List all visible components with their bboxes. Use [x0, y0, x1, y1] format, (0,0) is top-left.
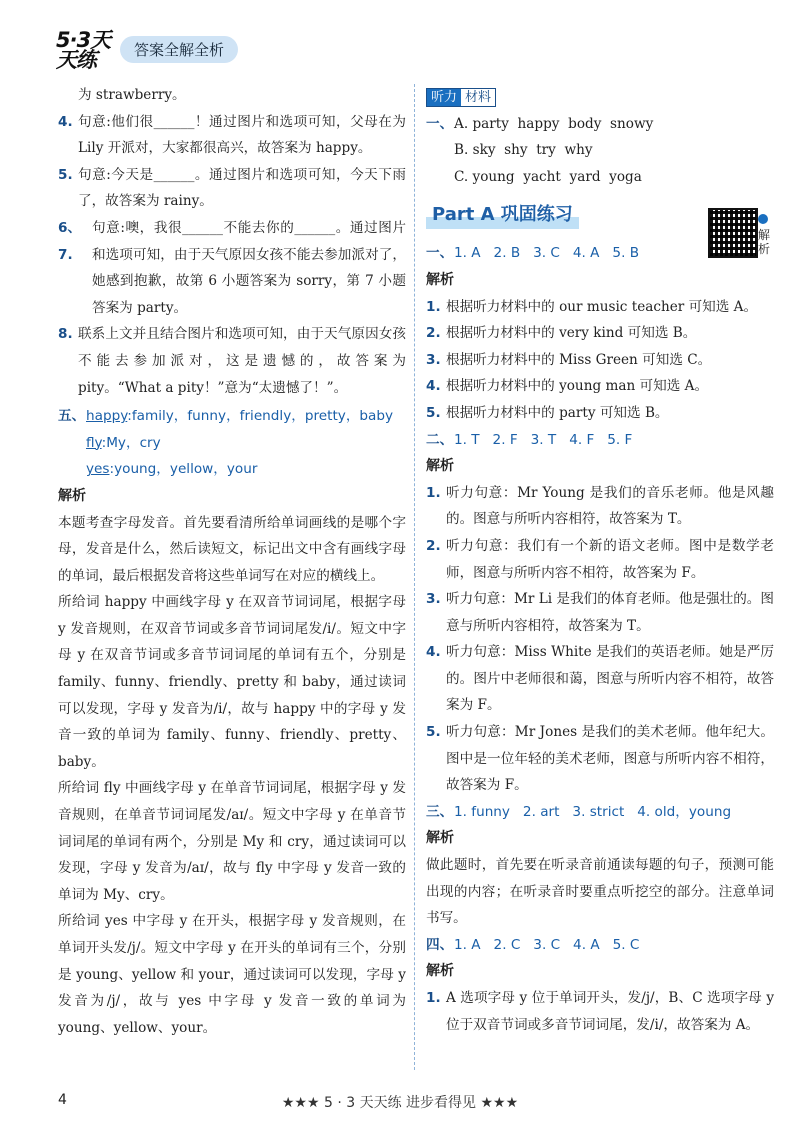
analysis-paragraph: 所给词 yes 中字母 y 在开头，根据字母 y 发音规则，在单词开头发/j/。短文中字母 y 在开头的单词有三个，分别是 young、yellow 和 your，通过读词可以发现，字母 y 发音为/j/，故与 yes 中字母 y 发音一致的单词为 young、yellow、your。: [58, 913, 406, 1036]
item-number: 8.: [58, 326, 73, 343]
analysis-item: [426, 294, 774, 321]
item-text: 句意:今天是______。通过图片和选项可知，今天下雨了，故答案为 rainy。: [78, 166, 406, 210]
answer-line: [58, 430, 406, 457]
brand-logo: [52, 24, 118, 80]
qr-label: 解析: [758, 228, 771, 256]
underlined-key: yes: [86, 461, 110, 478]
item-text: 根据听力材料中的 party 可知选 B。: [446, 404, 669, 421]
material-line: B. sky shy try why: [454, 142, 593, 159]
material-line: C. young yacht yard yoga: [454, 168, 642, 185]
item-text: 听力句意：Mr Young 是我们的音乐老师。他是风趣的。图意与所听内容相符，故答案为 T。: [446, 484, 774, 528]
material-line: A. party happy body snowy: [454, 115, 654, 132]
section-four: [426, 932, 774, 959]
item-number: 1.: [426, 990, 441, 1006]
item-number: 4.: [426, 644, 441, 661]
answer-tag: 答案全解全析: [120, 36, 238, 63]
analysis-item: [426, 400, 774, 427]
left-item: [58, 215, 406, 321]
section-label: 四、: [426, 936, 454, 953]
left-column: [58, 82, 406, 1041]
item-text: 根据听力材料中的 very kind 可知选 B。: [446, 325, 697, 342]
continued-text: 为 strawberry。: [78, 87, 186, 103]
item-text: 联系上文并且结合图片和选项可知，由于天气原因女孩不能去参加派对，这是遗憾的，故答案为 pity。“What a pity！”意为“太遗憾了！”。: [78, 326, 406, 396]
answer-rest: :young，yellow，your: [109, 461, 258, 478]
item-number: 1.: [426, 484, 441, 501]
item-text: A 选项字母 y 位于单词开头，发/j/，B、C 选项字母 y 位于双音节词或多音节词词尾，发/i/，故答案为 A。: [446, 990, 774, 1033]
item-number: 4.: [426, 378, 441, 395]
part-title: Part A 巩固练习: [426, 202, 579, 229]
item-text: 听力句意：Mr Li 是我们的体育老师。他是强壮的。图意与所听内容相符，故答案为 T。: [446, 591, 774, 634]
answer-line: [86, 403, 393, 430]
play-icon: [758, 214, 768, 224]
analysis-item: [426, 639, 774, 719]
analysis-item: [426, 480, 774, 533]
item-number: 2.: [426, 325, 441, 342]
answer-line: 1. A 2. B 3. C 4. A 5. B: [454, 245, 640, 262]
analysis-item: [426, 373, 774, 400]
answer-rest: :My，cry: [101, 434, 161, 451]
section-three: [426, 799, 774, 826]
listening-label: [426, 84, 774, 111]
item-text: 根据听力材料中的 our music teacher 可知选 A。: [446, 298, 758, 315]
section-two: [426, 427, 774, 454]
item-number: 1.: [426, 298, 441, 315]
analysis-heading: 解析: [426, 271, 454, 288]
section-label: 一、: [426, 245, 454, 262]
page-number: 4: [58, 1092, 67, 1108]
item-text: 句意:他们很______！通过图片和选项可知，父母在为 Lily 开派对，大家都很高兴，故答案为 happy。: [78, 113, 406, 157]
section-label: 五、: [58, 408, 86, 425]
listening-material: [426, 111, 774, 138]
analysis-paragraph: 做此题时，首先要在听录音前通读每题的句子，预测可能出现的内容；在听录音时要重点听挖空的部分。注意单词书写。: [426, 857, 774, 927]
analysis-paragraph: 所给词 happy 中画线字母 y 在双音节词词尾，根据字母 y 发音规则，在双音节词或多音节词词尾发/i/。短文中字母 y 在双音节词或多音节词词尾的单词有五个，分别是 family、funny、friendly、pretty 和 baby，通过读词可以发现，字母 y 发音为/i/，故与 happy 中的字母 y 发音一致的单词为 family、funny、friendly、pretty、baby。: [58, 594, 406, 770]
analysis-paragraph: 本题考查字母发音。首先要看清所给单词画线的是哪个字母，发音是什么，然后读短文，标记出文中含有画线字母的单词，最后根据发音将这些单词写在对应的横线上。: [58, 514, 406, 584]
answer-line: 1. A 2. C 3. C 4. A 5. C: [454, 936, 640, 953]
answer-line: 1. T 2. F 3. T 4. F 5. F: [454, 431, 633, 448]
footer-slogan: ★★★ 5 · 3 天天练 进步看得见 ★★★: [281, 1095, 519, 1111]
section-label: 二、: [426, 431, 454, 448]
item-text: 听力句意：Mr Jones 是我们的美术老师。他年纪大。图中是一位年轻的美术老师，图意与所听内容不相符，故答案为 F。: [446, 724, 774, 794]
section-label: 一、: [426, 115, 454, 132]
section-five: [58, 403, 406, 430]
left-item: [58, 321, 406, 401]
answer-rest: :family，funny，friendly，pretty，baby: [127, 408, 394, 425]
left-item: [58, 162, 406, 215]
analysis-heading: 解析: [58, 487, 86, 504]
section-label: 三、: [426, 803, 454, 820]
item-text: 根据听力材料中的 Miss Green 可知选 C。: [446, 351, 712, 368]
item-number: 3.: [426, 351, 441, 368]
item-text: 听力句意：我们有一个新的语文老师。图中是数学老师，图意与所听内容不相符，故答案为 F。: [446, 537, 774, 581]
analysis-paragraph: 所给词 fly 中画线字母 y 在单音节词词尾，根据字母 y 发音规则，在单音节词词尾发/aɪ/。短文中字母 y 在单音节词词尾的单词有两个，分别是 My 和 cry，通过读词可以发现，字母 y 发音为/aɪ/，故与 fly 中字母 y 发音一致的单词为 My、cry。: [58, 780, 406, 903]
answer-line: 1. funny 2. art 3. strict 4. old，young: [454, 803, 732, 820]
analysis-item: [426, 347, 774, 374]
qr-code-icon[interactable]: [708, 208, 758, 258]
item-number: 5.: [58, 166, 73, 183]
analysis-item: [426, 586, 774, 639]
analysis-item: [426, 985, 774, 1038]
underlined-key: happy: [86, 408, 128, 425]
item-number: 3.: [426, 591, 441, 608]
item-number: 5.: [426, 724, 441, 741]
item-text: 听力句意：Miss White 是我们的英语老师。她是严厉的。图片中老师很和蔼，图意与所听内容不相符，故答案为 F。: [446, 644, 774, 714]
item-number: 6、7.: [58, 219, 82, 263]
analysis-heading: 解析: [426, 830, 454, 847]
underlined-key: fly: [86, 434, 102, 451]
logo-text: 5·3天天练: [56, 28, 111, 72]
analysis-heading: 解析: [426, 963, 454, 980]
listen-tag-a: 听力: [427, 89, 461, 106]
item-number: 2.: [426, 537, 441, 554]
analysis-item: [426, 533, 774, 586]
answer-line: [58, 456, 406, 483]
analysis-heading: 解析: [426, 458, 454, 475]
analysis-item: [426, 320, 774, 347]
item-text: 句意:噢，我很______不能去你的______。通过图片和选项可知，由于天气原因女孩不能去参加派对了，她感到抱歉，故第 6 小题答案为 sorry，第 7 小题答案为 party。: [92, 219, 406, 316]
listen-tag-b: 材料: [461, 89, 495, 106]
item-number: 5.: [426, 404, 441, 421]
item-number: 4.: [58, 113, 73, 130]
left-item: [58, 109, 406, 162]
analysis-item: [426, 719, 774, 799]
column-divider: [414, 84, 415, 1070]
item-text: 根据听力材料中的 young man 可知选 A。: [446, 378, 709, 395]
